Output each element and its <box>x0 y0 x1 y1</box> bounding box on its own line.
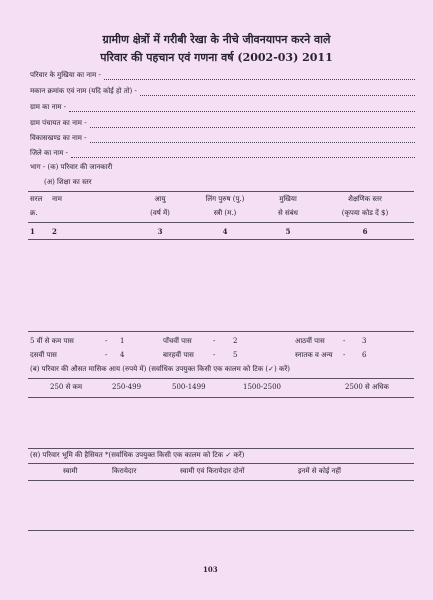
col-header-relation: मुखिया <box>279 195 297 203</box>
code-label: दसवीं पास <box>30 351 57 359</box>
field-label: मकान क्रमांक एवं नाम (यदि कोई हो तो) - <box>30 87 137 95</box>
code-label: 5 वीं से कम पास <box>30 337 74 345</box>
code-label: स्नातक व अन्य <box>295 351 333 359</box>
code-dash: - <box>213 337 216 345</box>
table-number-rule <box>28 239 414 240</box>
income-option: 500-1499 <box>172 383 206 391</box>
income-top-rule <box>28 378 414 379</box>
code-value: 4 <box>120 351 125 359</box>
field-district-name <box>30 149 415 158</box>
field-village-name <box>30 103 415 112</box>
land-option: किरायेदार <box>112 467 137 475</box>
col-header-relation-sub: से संबंध <box>278 209 298 217</box>
land-option-rule <box>28 480 414 481</box>
fill-line <box>90 121 415 128</box>
fill-line <box>71 151 415 158</box>
code-dash: - <box>343 351 346 359</box>
col-header-serial: सरल <box>30 195 43 203</box>
col-header-name: नाम <box>52 195 62 203</box>
table-top-rule <box>28 191 414 192</box>
col-header-education: शैक्षणिक स्तर <box>348 195 382 203</box>
code-value: 6 <box>362 351 367 359</box>
fill-line <box>90 136 415 143</box>
code-dash: - <box>343 337 346 345</box>
income-option: 250-499 <box>112 383 142 391</box>
section-a-label: भाग - (क) परिवार की जानकारी <box>30 163 113 171</box>
code-label: आठवीं पास <box>295 337 325 345</box>
field-head-name <box>30 71 415 80</box>
fill-line <box>140 89 415 96</box>
field-label: ग्राम पंचायत का नाम - <box>30 119 87 127</box>
col-number: 4 <box>222 227 228 236</box>
code-dash: - <box>213 351 216 359</box>
code-value: 5 <box>233 351 238 359</box>
form-title-line2: परिवार की पहचान एवं गणना वर्ष (2002-03) 2011 <box>100 51 333 64</box>
field-label: परिवार के मुखिया का नाम - <box>30 71 101 79</box>
land-option: स्वामी <box>63 467 78 475</box>
land-top-rule <box>28 448 414 449</box>
col-number: 5 <box>285 227 291 236</box>
field-label: ग्राम का नाम - <box>30 103 67 111</box>
field-label: विकासखण्ड का नाम - <box>30 134 87 142</box>
income-question: (ब) परिवार की औसत मासिक आय (रुपये में) (सर्वाधिक उपयुक्त किसी एक कालम को टिक (✓) करें) <box>30 365 290 373</box>
field-label: जिले का नाम - <box>30 149 68 157</box>
col-number: 6 <box>362 227 368 236</box>
codes-top-rule <box>28 331 414 332</box>
land-bottom-rule <box>28 530 414 531</box>
field-house-number <box>30 87 415 96</box>
land-option: स्वामी एवं किरायेदार दोनों <box>180 467 245 475</box>
land-option: इनमें से कोई नहीं <box>298 467 341 475</box>
income-option: 1500-2500 <box>243 383 281 391</box>
col-number: 1 <box>30 227 35 236</box>
code-label: पाँचवीं पास <box>163 337 192 345</box>
page-number: 103 <box>203 565 218 574</box>
field-block-name <box>30 134 415 143</box>
col-number: 3 <box>157 227 163 236</box>
fill-line <box>104 73 415 80</box>
col-header-age: आयु <box>154 195 166 203</box>
col-number: 2 <box>52 227 57 236</box>
land-question: (स) परिवार भूमि की हैसियत *(सर्वाधिक उपयुक्त किसी एक कालम को टिक ✓ करें) <box>30 451 245 459</box>
col-header-education-sub: (कृपया कोड दें $) <box>341 209 389 217</box>
code-dash: - <box>105 337 108 345</box>
col-header-gender-sub: स्त्री (म.) <box>213 209 237 217</box>
form-title-line1: ग्रामीण क्षेत्रों में गरीबी रेखा के नीचे जीवनयापन करने वाले <box>102 33 331 46</box>
income-option: 250 से कम <box>50 383 83 391</box>
section-education-label: (अ) शिक्षा का स्तर <box>44 178 92 186</box>
col-header-age-sub: (वर्ष में) <box>150 209 170 217</box>
fill-line <box>69 105 415 112</box>
code-label: बारहवीं पास <box>163 351 194 359</box>
code-value: 1 <box>120 337 125 345</box>
income-bottom-rule <box>28 397 414 398</box>
table-header-rule <box>28 222 414 223</box>
land-header-rule <box>28 463 414 464</box>
code-value: 3 <box>362 337 367 345</box>
code-dash: - <box>105 351 108 359</box>
col-header-serial-sub: क्र. <box>30 209 38 217</box>
income-option: 2500 से अधिक <box>345 383 389 391</box>
col-header-gender: लिंग पुरुष (पु.) <box>205 195 245 203</box>
code-value: 2 <box>233 337 238 345</box>
field-gram-panchayat <box>30 119 415 128</box>
